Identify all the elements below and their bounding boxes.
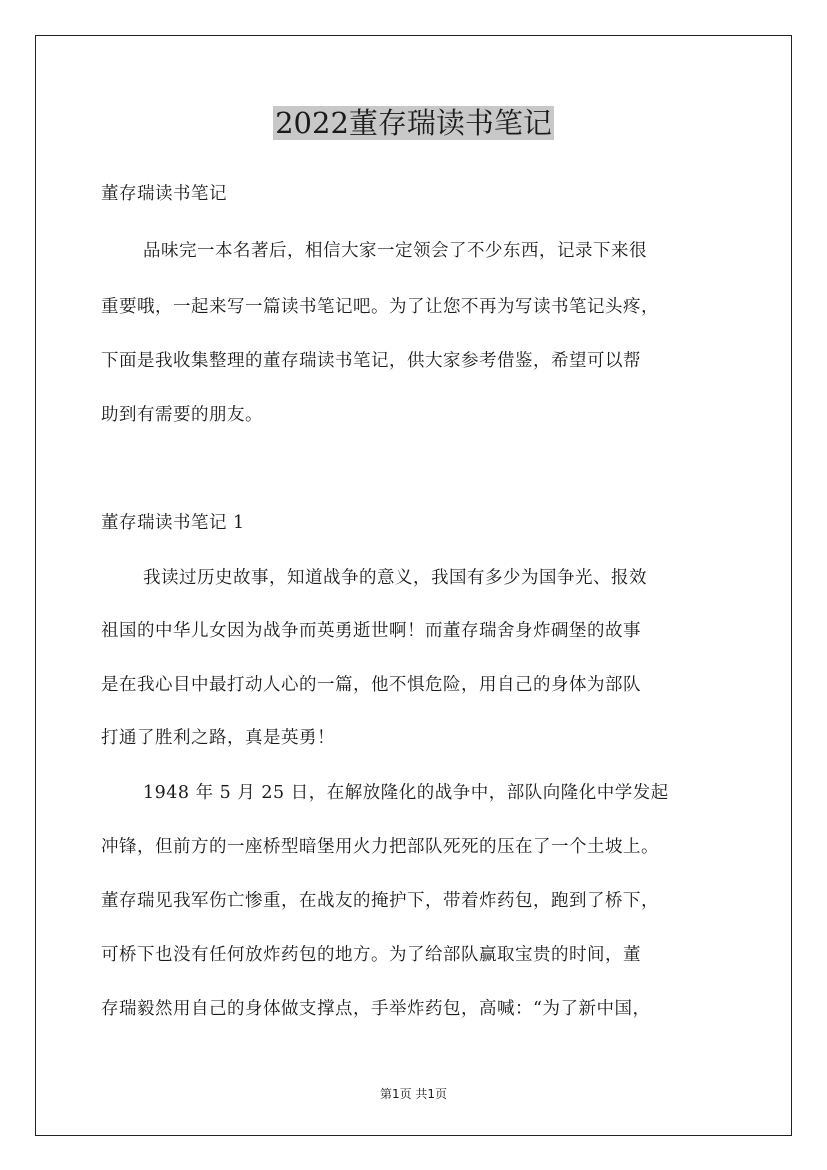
intro-line: 下面是我收集整理的董存瑞读书笔记，供大家参考借鉴，希望可以帮 — [101, 351, 641, 371]
paragraph-2-line: 存瑞毅然用自己的身体做支撑点，手举炸药包，高喊：“为了新中国， — [101, 999, 651, 1019]
paragraph-1-line: 是在我心目中最打动人心的一篇，他不惧危险，用自己的身体为部队 — [101, 675, 641, 695]
heading-2: 董存瑞读书笔记 1 — [101, 513, 245, 533]
heading-1: 董存瑞读书笔记 — [101, 184, 227, 204]
document-title: 2022董存瑞读书笔记 — [275, 106, 552, 140]
page-footer: 第1页 共1页 — [379, 1087, 448, 1101]
paragraph-2-line: 1948 年 5 月 25 日，在解放隆化的战争中，部队向隆化中学发起 — [143, 783, 669, 803]
paragraph-2-line: 可桥下也没有任何放炸药包的地方。为了给部队赢取宝贵的时间，董 — [101, 945, 641, 965]
paragraph-1-line: 祖国的中华儿女因为战争而英勇逝世啊！而董存瑞舍身炸碉堡的故事 — [101, 621, 641, 641]
intro-line: 重要哦，一起来写一篇读书笔记吧。为了让您不再为写读书笔记头疼， — [101, 297, 659, 317]
paragraph-2-line: 董存瑞见我军伤亡惨重，在战友的掩护下，带着炸药包，跑到了桥下， — [101, 891, 659, 911]
intro-line: 助到有需要的朋友。 — [101, 405, 263, 425]
paragraph-2-line: 冲锋，但前方的一座桥型暗堡用火力把部队死死的压在了一个土坡上。 — [101, 837, 659, 857]
paragraph-1-line: 我读过历史故事，知道战争的意义，我国有多少为国争光、报效 — [143, 568, 647, 588]
document-title-wrap — [0, 104, 827, 142]
intro-line: 品味完一本名著后，相信大家一定领会了不少东西，记录下来很 — [143, 241, 647, 261]
paragraph-1-line: 打通了胜利之路，真是英勇！ — [101, 728, 335, 748]
